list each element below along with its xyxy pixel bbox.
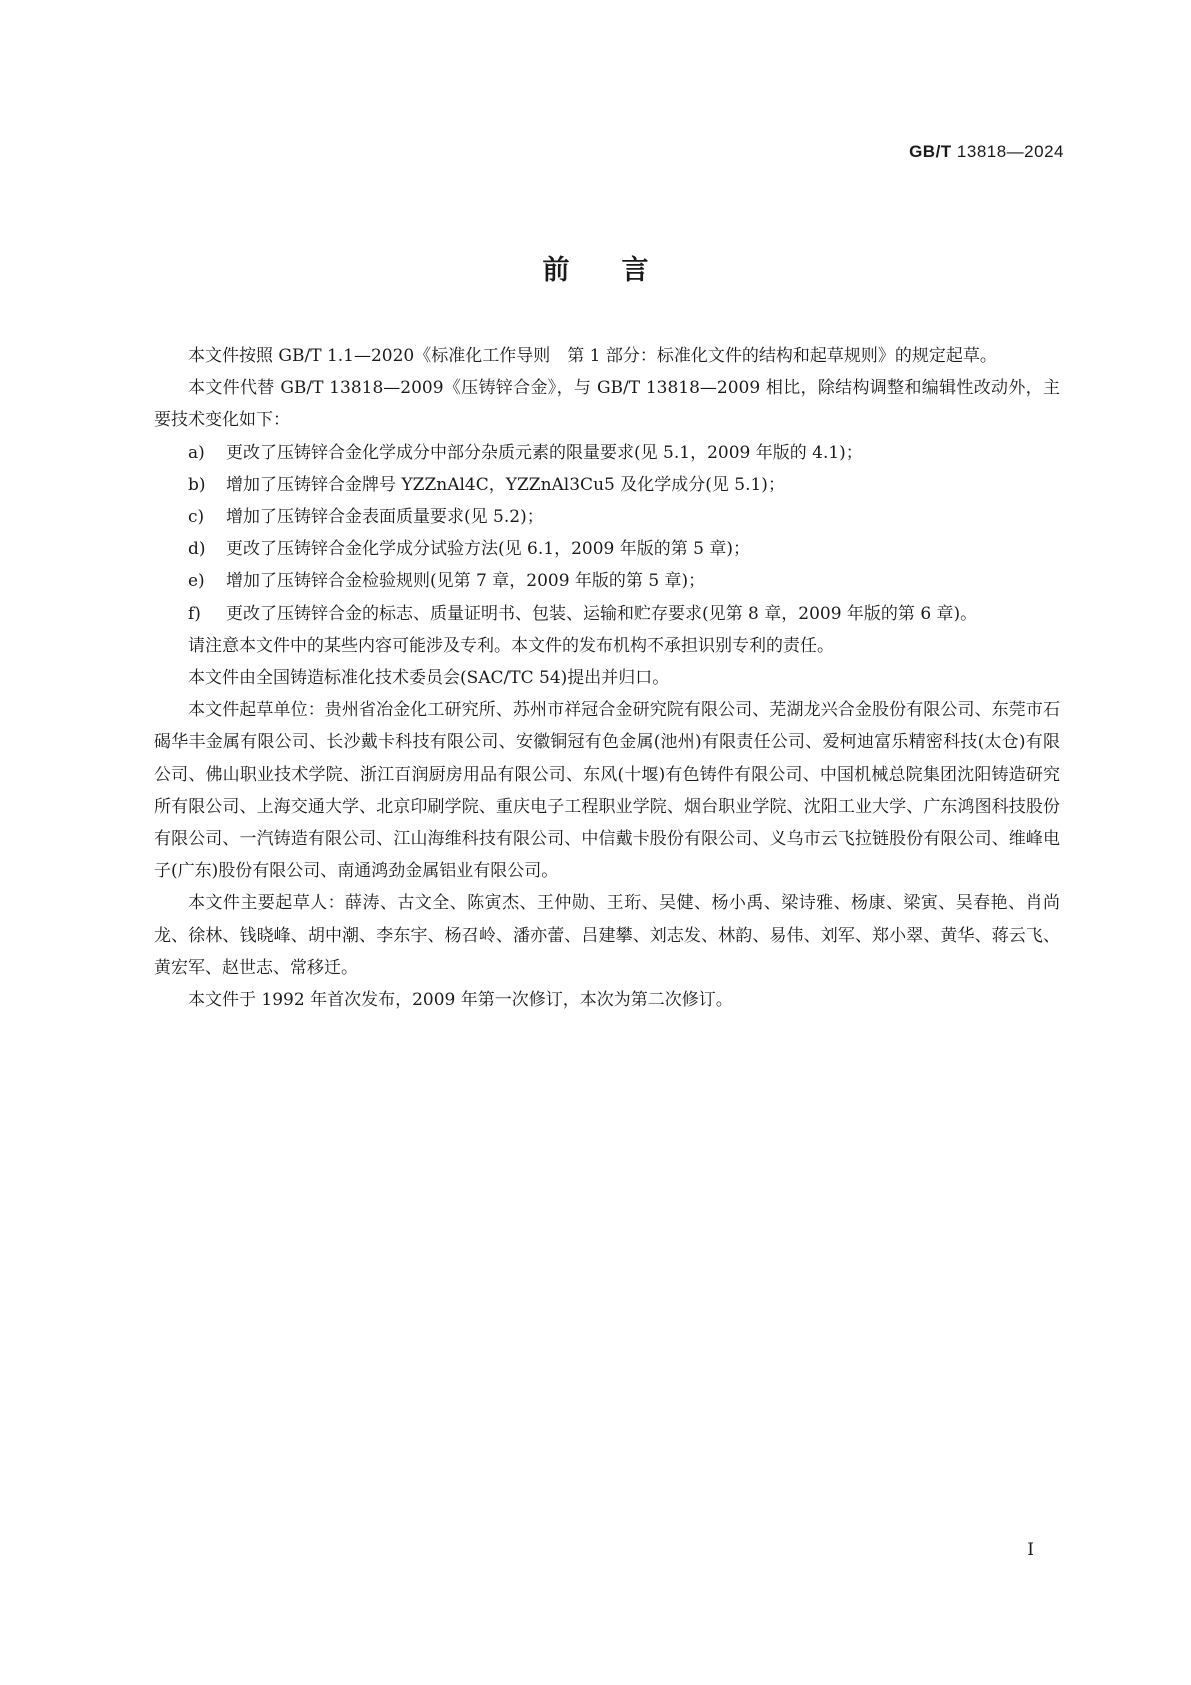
change-text: 增加了压铸锌合金检验规则(见第 7 章，2009 年版的第 5 章)； [226, 571, 706, 592]
change-item [154, 533, 1060, 565]
change-text: 更改了压铸锌合金化学成分中部分杂质元素的限量要求(见 5.1，2009 年版的 4.1)； [226, 442, 863, 463]
change-marker: b) [188, 474, 206, 495]
standard-prefix: GB/T [909, 142, 952, 161]
change-text: 增加了压铸锌合金牌号 YZZnAl4C，YZZnAl3Cu5 及化学成分(见 5.1)； [226, 474, 785, 495]
change-marker: d) [188, 539, 206, 560]
change-text: 更改了压铸锌合金化学成分试验方法(见 6.1，2009 年版的第 5 章)； [226, 539, 750, 560]
change-marker: c) [188, 507, 205, 528]
drafting-rule-paragraph: 本文件按照 GB/T 1.1—2020《标准化工作导则 第 1 部分：标准化文件的结构和起草规则》的规定起草。 [188, 346, 997, 366]
change-item [154, 598, 1060, 630]
change-item [154, 565, 1060, 597]
revision-history-paragraph: 本文件于 1992 年首次发布，2009 年第一次修订，本次为第二次修订。 [188, 990, 733, 1011]
replacement-paragraph: 本文件代替 GB/T 13818—2009《压铸锌合金》，与 GB/T 13818—2009 相比，除结构调整和编辑性改动外，主要技术变化如下： [154, 378, 1060, 431]
patent-notice: 请注意本文件中的某些内容可能涉及专利。本文件的发布机构不承担识别专利的责任。 [188, 635, 834, 656]
drafting-units-paragraph: 本文件起草单位：贵州省冶金化工研究所、苏州市祥冠合金研究院有限公司、芜湖龙兴合金股份有限公司、东莞市石碣华丰金属有限公司、长沙戴卡科技有限公司、安徽铜冠有色金属(池州)有限责任公司、爱柯迪富乐精密科技(太仓)有限公司、佛山职业技术学院、浙江百润厨房用品有限公司、东风(十堰)有色铸件有限公司、中国机械总院集团沈阳铸造研究所有限公司、上海交通大学、北京印刷学院、重庆电子工程职业学院、烟台职业学院、沈阳工业大学、广东鸿图科技股份有限公司、一汽铸造有限公司、江山海维科技有限公司、中信戴卡股份有限公司、义乌市云飞拉链股份有限公司、维峰电子(广东)股份有限公司、南通鸿劲金属铝业有限公司。 [154, 700, 1060, 882]
change-text: 更改了压铸锌合金的标志、质量证明书、包装、运输和贮存要求(见第 8 章，2009 年版的第 6 章)。 [226, 603, 978, 624]
change-item [154, 501, 1060, 533]
drafters-paragraph: 本文件主要起草人：薛涛、古文全、陈寅杰、王仲勋、王珩、吴健、杨小禹、梁诗雅、杨康、梁寅、吴春艳、肖尚龙、徐林、钱晓峰、胡中潮、李东宇、杨召岭、潘亦蕾、吕建攀、刘志发、林韵、易伟、刘军、郑小翠、黄华、蒋云飞、黄宏军、赵世志、常移迁。 [154, 893, 1060, 978]
standard-number: 13818—2024 [956, 142, 1064, 161]
change-marker: e) [188, 571, 205, 592]
change-marker: a) [188, 442, 205, 463]
change-item [154, 437, 1060, 469]
foreword-body [154, 340, 1060, 1016]
standard-code [909, 142, 1064, 162]
page-number: I [1027, 1540, 1034, 1560]
change-text: 增加了压铸锌合金表面质量要求(见 5.2)； [226, 507, 544, 528]
change-marker: f) [188, 603, 201, 624]
proposer-paragraph: 本文件由全国铸造标准化技术委员会(SAC/TC 54)提出并归口。 [188, 668, 670, 689]
page-title: 前言 [542, 255, 701, 286]
change-item [154, 469, 1060, 501]
